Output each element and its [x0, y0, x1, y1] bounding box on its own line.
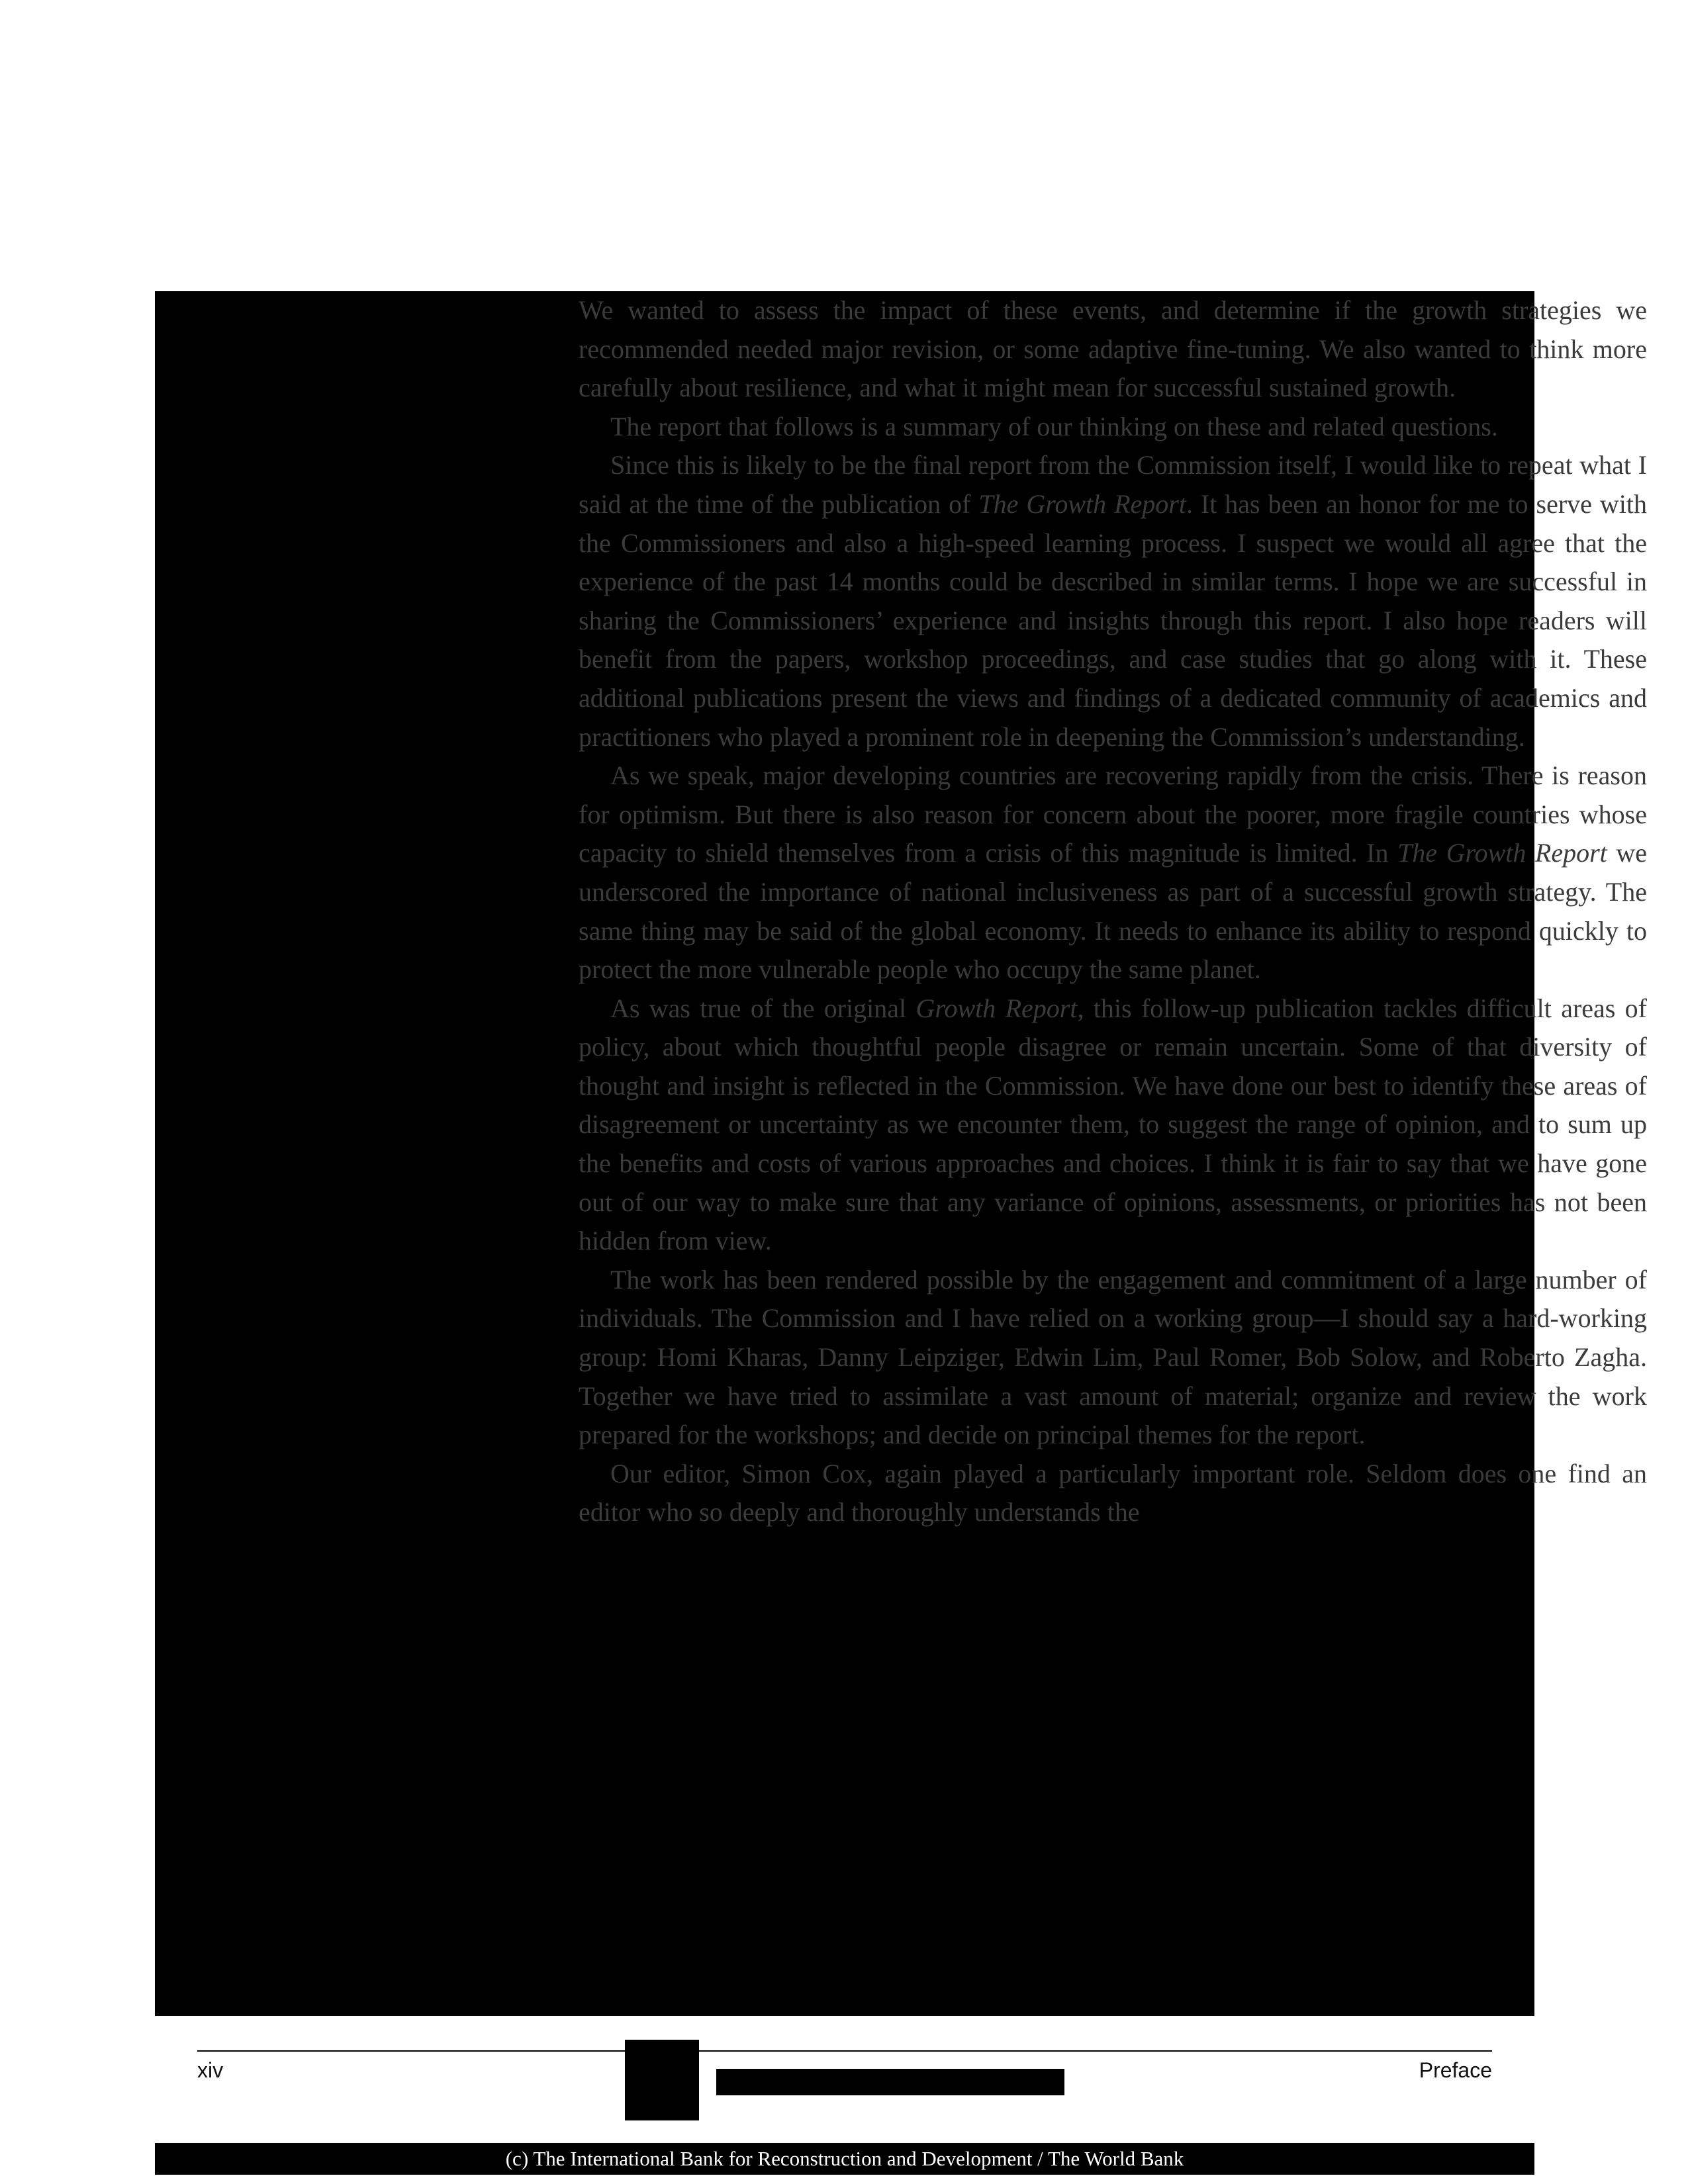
footer-rule	[197, 2050, 1492, 2052]
paragraph-4-title: The Growth Report	[1397, 838, 1607, 868]
body-text	[579, 291, 1647, 1532]
paragraph-3-text-a: Since this is likely to be the final report from the Commission itself, I would like to repeat what I said at the time of the publication of	[579, 450, 1647, 519]
paragraph-5-text-b: , this follow-up publication tackles difficult areas of policy, about which thoughtful people disagree or remain uncertain. Some of that diversity of thought and insight is reflected in the Commission. We have done our best to identify these areas of disagreement or uncertainty as we encounter them, to suggest the range of opinion, and to sum up the benefits and costs of various approaches and choices. I think it is fair to say that we have gone out of our way to make sure that any variance of opinions, assessments, or priorities has not been hidden from view.	[579, 993, 1648, 1256]
paragraph-5-text-a: As was true of the original	[610, 993, 916, 1023]
paragraph-1: We wanted to assess the impact of these events, and determine if the growth strategies we recommended needed major revision, or some adaptive fine-tuning. We also wanted to think more carefully about resilience, and what it might mean for successful sustained growth.	[579, 295, 1647, 403]
copyright-notice: (c) The International Bank for Reconstruction and Development / The World Bank	[155, 2143, 1534, 2175]
paragraph-3-title: The Growth Report	[978, 488, 1186, 519]
paragraph-4-text-b: we underscored the importance of national inclusiveness as part of a successful growth strategy. The same thing may be said of the global economy. It needs to enhance its ability to respond quickly to protect the more vulnerable people who occupy the same planet.	[579, 838, 1648, 985]
redaction-bar	[716, 2069, 1064, 2095]
redacted-content-block	[155, 291, 1648, 2016]
paragraph-5	[579, 989, 1647, 1261]
paragraph-4-text-a: As we speak, major developing countries are recovering rapidly from the crisis. There is reason for optimism. But there is also reason for concern about the poorer, more fragile countries whose capacity to shield themselves from a crisis of this magnitude is limited. In	[579, 760, 1647, 868]
paragraph-3	[579, 446, 1647, 756]
paragraph-4	[579, 756, 1647, 989]
paragraph-5-title: Growth Report	[915, 993, 1078, 1023]
paragraph-3-text-b: . It has been an honor for me to serve with the Commissioners and also a high-speed learning process. I suspect we would all agree that the experience of the past 14 months could be described in similar terms. I hope we are successful in sharing the Commissioners’ experience and insights through this report. I also hope readers will benefit from the papers, workshop proceedings, and case studies that go along with it. These additional publications present the views and findings of a dedicated community of academics and practitioners who played a prominent role in deepening the Commission’s understanding.	[579, 488, 1647, 752]
paragraph-2: The report that follows is a summary of our thinking on these and related questions.	[610, 411, 1498, 441]
running-head: Preface	[1419, 2058, 1492, 2082]
paragraph-6: The work has been rendered possible by the engagement and commitment of a large number of individuals. The Commission and I have relied on a working group—I should say a hard-working group: Homi Kharas, Danny Leipziger, Edwin Lim, Paul Romer, Bob Solow, and Roberto Zagha. Together we have tried to assimilate a vast amount of material; organize and review the work prepared for the workshops; and decide on principal themes for the report.	[579, 1264, 1647, 1450]
page-number: xiv	[197, 2058, 224, 2082]
redaction-square	[625, 2040, 699, 2120]
paragraph-7: Our editor, Simon Cox, again played a particularly important role. Seldom does one find an editor who so deeply and thoroughly understands the	[579, 1458, 1647, 1527]
